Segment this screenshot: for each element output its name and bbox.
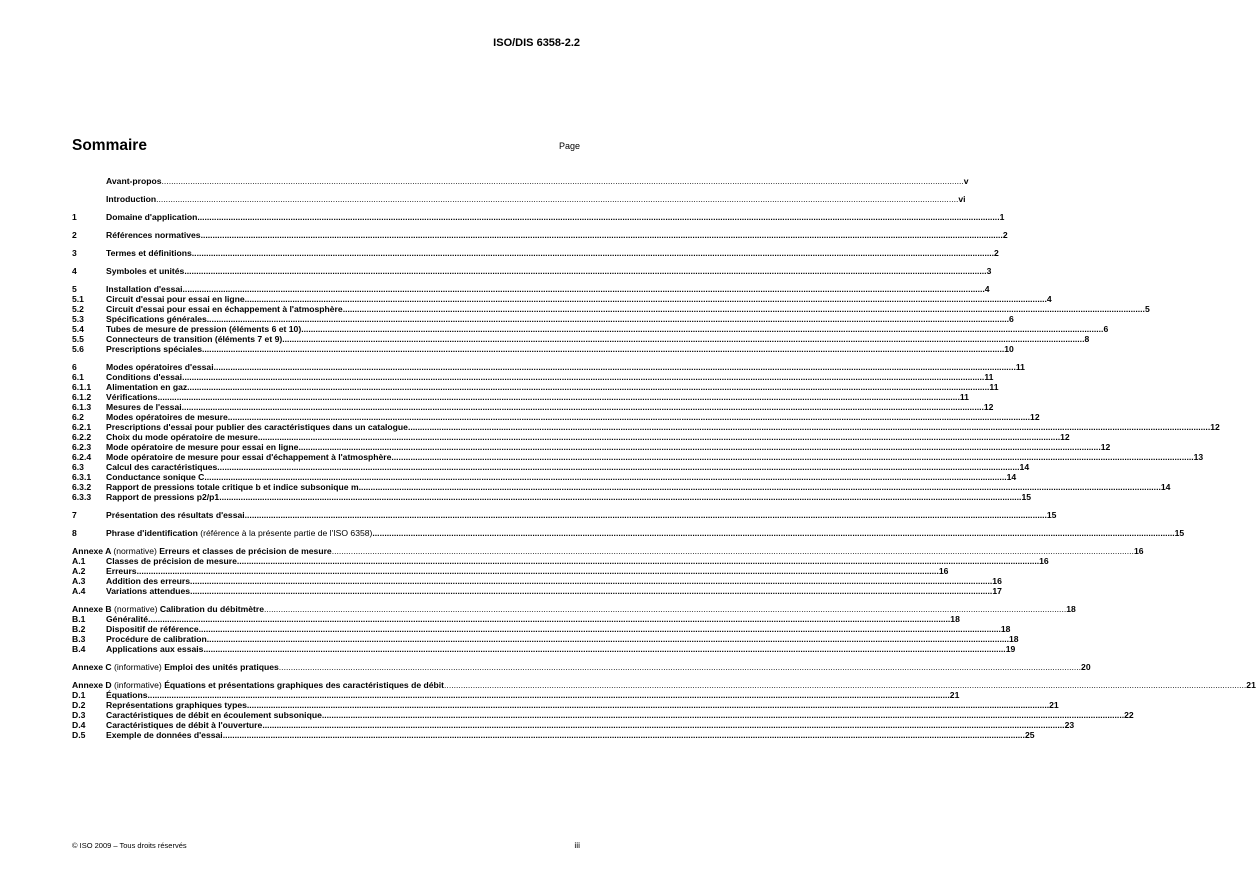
- toc-entry-page: 19: [1005, 644, 1016, 654]
- toc-entry-title-text: Mesures de l'essai: [106, 402, 182, 412]
- toc-entry-number: 6.3.3: [72, 492, 92, 502]
- toc-entry-title-text: Rapport de pressions totale critique b et indice subsonique m: [106, 482, 359, 492]
- toc-entry-title-text: Conditions d'essai: [106, 372, 183, 382]
- toc-entry[interactable]: [72, 690, 960, 700]
- document-id: ISO/DIS 6358-2.2: [493, 37, 580, 49]
- toc-entry-subtitle: Emploi des unités pratiques: [164, 662, 279, 672]
- dot-leader: [156, 194, 958, 204]
- toc-entry[interactable]: [72, 422, 1220, 432]
- dot-leader: [158, 392, 960, 402]
- toc-entry[interactable]: [72, 248, 999, 258]
- toc-entry-title: [106, 372, 182, 382]
- toc-entry-title-text: Prescriptions d'essai pour publier des caractéristiques dans un catalogue: [106, 422, 408, 432]
- toc-entry[interactable]: [72, 362, 1025, 372]
- toc-entry-number: 6.1: [72, 372, 84, 382]
- toc-entry-subtitle: Erreurs et classes de précision de mesure: [159, 546, 332, 556]
- toc-entry-number: B.4: [72, 644, 86, 654]
- toc-entry-number: D.5: [72, 730, 86, 740]
- dot-leader: [444, 680, 1246, 690]
- toc-entry[interactable]: [72, 462, 1030, 472]
- toc-entry-number: 7: [72, 510, 77, 520]
- toc-entry-title: [106, 700, 247, 710]
- toc-entry-page: 17: [992, 586, 1002, 596]
- toc-entry-title-text: Spécifications générales: [106, 314, 207, 324]
- toc-entry-page: vi: [958, 194, 966, 204]
- toc-entry-page: 25: [1024, 730, 1035, 740]
- dot-leader: [322, 710, 1124, 720]
- toc-entry-number: D.2: [72, 700, 86, 710]
- toc-entry-title: [106, 382, 187, 392]
- toc-entry-title: [106, 556, 237, 566]
- toc-entry-title-text: Vérifications: [106, 392, 158, 402]
- toc-entry-title: [106, 402, 182, 412]
- toc-entry-title-text: Prescriptions spéciales: [106, 344, 203, 354]
- dot-leader: [301, 324, 1103, 334]
- toc-entry[interactable]: [72, 556, 1049, 566]
- toc-entry-number: 6.2.2: [72, 432, 92, 442]
- toc-entry-number: 5.6: [72, 344, 84, 354]
- toc-entry-number: 6.2: [72, 412, 84, 422]
- dot-leader: [258, 432, 1060, 442]
- toc-entry-page: 20: [1081, 662, 1091, 672]
- toc-entry-title: [106, 284, 183, 294]
- toc-entry[interactable]: [72, 700, 1059, 710]
- toc-entry-title-text: Caractéristiques de débit en écoulement subsonique: [106, 710, 322, 720]
- toc-entry-number: B.2: [72, 624, 86, 634]
- toc-entry-page: 18: [1000, 624, 1011, 634]
- toc-entry-page: 18: [950, 614, 960, 624]
- toc-entry[interactable]: [72, 194, 966, 204]
- toc-entry-number: 6.1.3: [72, 402, 92, 412]
- dot-leader: [207, 634, 1009, 644]
- dot-leader: [187, 382, 989, 392]
- toc-entry-title-text: Représentations graphiques types: [106, 700, 247, 710]
- toc-entry-page: 14: [1019, 462, 1030, 472]
- dot-leader: [197, 212, 999, 222]
- dot-leader: [183, 284, 985, 294]
- dot-leader: [162, 176, 964, 186]
- toc-entry-number: 8: [72, 528, 77, 538]
- toc-entry-page: 14: [1160, 482, 1171, 492]
- toc-entry-title-text: Symboles et unités: [106, 266, 185, 276]
- toc-entry-number: 5.4: [72, 324, 84, 334]
- toc-entry-page: 1: [999, 212, 1005, 222]
- toc-entry-title: [106, 230, 201, 240]
- toc-entry-title: [106, 614, 148, 624]
- dot-leader: [184, 266, 986, 276]
- toc-entry-number: 2: [72, 230, 77, 240]
- dot-leader: [298, 442, 1100, 452]
- toc-entry[interactable]: [72, 212, 1005, 222]
- dot-leader: [245, 294, 1047, 304]
- toc-entry-title-text: Caractéristiques de débit à l'ouverture: [106, 720, 263, 730]
- dot-leader: [408, 422, 1210, 432]
- toc-entry-title: [106, 482, 359, 492]
- dot-leader: [372, 528, 1174, 538]
- toc-entry-title: [106, 176, 162, 186]
- toc-entry-number: 6.3.2: [72, 482, 92, 492]
- toc-entry[interactable]: [72, 432, 1070, 442]
- toc-entry-page: 16: [992, 576, 1002, 586]
- toc-entry-title: [106, 294, 245, 304]
- toc-entry-title-text: Procédure de calibration: [106, 634, 207, 644]
- toc-entry-number: 5: [72, 284, 77, 294]
- toc-entry-title: [106, 362, 214, 372]
- toc-entry-title: [106, 392, 158, 402]
- dot-leader: [332, 546, 1134, 556]
- toc-entry-number: 1: [72, 212, 77, 222]
- toc-entry[interactable]: [72, 284, 990, 294]
- toc-entry-page: 22: [1124, 710, 1134, 720]
- dot-leader: [203, 644, 1005, 654]
- toc-entry-subtitle: Calibration du débitmètre: [159, 604, 264, 614]
- toc-entry-title-text: Termes et définitions: [106, 248, 192, 258]
- toc-entry[interactable]: [72, 510, 1057, 520]
- toc-entry-title-text: Mode opératoire de mesure pour essai d'échappement à l'atmosphère: [106, 452, 392, 462]
- toc-entry-title-text: Classes de précision de mesure: [106, 556, 237, 566]
- table-of-contents: [72, 176, 1256, 740]
- toc-entry-title: [106, 324, 301, 334]
- toc-entry-note: (informative): [114, 680, 162, 690]
- toc-entry-title-text: Choix du mode opératoire de mesure: [106, 432, 258, 442]
- dot-leader: [182, 402, 984, 412]
- toc-entry-title: [106, 462, 217, 472]
- toc-entry[interactable]: [72, 230, 1008, 240]
- toc-entry-page: 23: [1064, 720, 1075, 730]
- toc-entry-title: [106, 248, 192, 258]
- toc-entry[interactable]: [72, 334, 1090, 344]
- toc-entry-title-text: Références normatives: [106, 230, 201, 240]
- toc-entry-title-text: Calcul des caractéristiques: [106, 462, 218, 472]
- toc-entry-number: D.3: [72, 710, 86, 720]
- dot-leader: [207, 314, 1009, 324]
- toc-entry[interactable]: [72, 482, 1171, 492]
- toc-entry[interactable]: [72, 266, 992, 276]
- toc-entry-page: 4: [1046, 294, 1052, 304]
- toc-entry-title: [106, 528, 372, 538]
- dot-leader: [264, 604, 1066, 614]
- toc-entry-number: A.4: [72, 586, 86, 596]
- toc-entry-page: 21: [1049, 700, 1059, 710]
- dot-leader: [182, 372, 984, 382]
- toc-entry-title-text: Applications aux essais: [106, 644, 204, 654]
- toc-entry-page: 18: [1066, 604, 1076, 614]
- toc-entry-title: [106, 432, 258, 442]
- toc-entry-title: [106, 212, 197, 222]
- toc-entry-title-text: Circuit d'essai pour essai en échappement à l'atmosphère: [106, 304, 343, 314]
- toc-entry-title: [106, 412, 228, 422]
- page-number: iii: [574, 840, 580, 850]
- toc-entry[interactable]: [72, 344, 1014, 354]
- dot-leader: [343, 304, 1145, 314]
- dot-leader: [217, 462, 1019, 472]
- toc-entry[interactable]: [72, 586, 1002, 596]
- toc-entry-page: 16: [938, 566, 949, 576]
- toc-entry-page: 6: [1009, 314, 1014, 324]
- toc-entry-page: 13: [1193, 452, 1204, 462]
- toc-entry-title: [106, 422, 408, 432]
- toc-entry-number: A.1: [72, 556, 86, 566]
- toc-entry-title: [106, 624, 199, 634]
- toc-entry[interactable]: [72, 442, 1111, 452]
- dot-leader: [219, 492, 1021, 502]
- toc-entry-title-text: Alimentation en gaz: [106, 382, 188, 392]
- toc-entry-title: [106, 634, 207, 644]
- toc-entry-title-text: Généralité: [106, 614, 149, 624]
- toc-entry-title-text: Modes opératoires d'essai: [106, 362, 214, 372]
- toc-entry-number: 6.2.3: [72, 442, 92, 452]
- toc-entry[interactable]: [72, 372, 994, 382]
- toc-entry[interactable]: [72, 412, 1040, 422]
- toc-entry-page: 15: [1046, 510, 1057, 520]
- toc-entry[interactable]: [72, 624, 1011, 634]
- dot-leader: [214, 362, 1016, 372]
- toc-entry-page: 15: [1021, 492, 1031, 502]
- toc-entry-number: 6.3.1: [72, 472, 92, 482]
- toc-entry[interactable]: [72, 634, 1019, 644]
- toc-entry[interactable]: [72, 314, 1014, 324]
- toc-entry-title: [106, 472, 204, 482]
- toc-entry[interactable]: [72, 720, 1075, 730]
- dot-leader: [190, 586, 992, 596]
- toc-entry-page: 2: [994, 248, 999, 258]
- toc-entry-title-text: Circuit d'essai pour essai en ligne: [106, 294, 245, 304]
- toc-entry-page: 11: [1015, 362, 1025, 372]
- dot-leader: [148, 614, 950, 624]
- toc-entry-title: [106, 730, 223, 740]
- dot-leader: [190, 576, 992, 586]
- toc-entry-page: 12: [1210, 422, 1220, 432]
- toc-entry-page: 8: [1084, 334, 1090, 344]
- toc-entry-page: 12: [1060, 432, 1070, 442]
- toc-entry-number: D.1: [72, 690, 86, 700]
- toc-entry-page: 11: [959, 392, 969, 402]
- toc-entry-title-text: Phrase d'identification: [106, 528, 198, 538]
- toc-entry-title-text: Addition des erreurs: [106, 576, 191, 586]
- toc-entry[interactable]: [72, 644, 1016, 654]
- toc-entry-title-text: Conductance sonique C: [106, 472, 205, 482]
- toc-entry-title: [72, 680, 444, 690]
- toc-entry-number: 6.1.2: [72, 392, 92, 402]
- dot-leader: [204, 472, 1006, 482]
- toc-entry[interactable]: [72, 402, 994, 412]
- dot-leader: [137, 566, 939, 576]
- toc-entry-title: [106, 644, 203, 654]
- toc-entry-title: [106, 566, 137, 576]
- toc-entry[interactable]: [72, 176, 969, 186]
- toc-entry-page: 16: [1039, 556, 1049, 566]
- dot-leader: [199, 624, 1001, 634]
- toc-entry-number: 4: [72, 266, 77, 276]
- dot-leader: [245, 510, 1047, 520]
- page-column-label: Page: [558, 141, 580, 151]
- toc-entry-number: 3: [72, 248, 77, 258]
- toc-entry-number: B.1: [72, 614, 86, 624]
- toc-entry-number: 6.3: [72, 462, 84, 472]
- toc-entry-number: 5.3: [72, 314, 84, 324]
- toc-entry-title-text: Variations attendues: [106, 586, 191, 596]
- toc-entry-page: 2: [1002, 230, 1008, 240]
- toc-entry[interactable]: [72, 392, 969, 402]
- toc-annex-entry[interactable]: [72, 604, 1076, 614]
- toc-entry-page: 21: [1246, 680, 1256, 690]
- copyright-notice: © ISO 2009 – Tous droits réservés: [72, 841, 187, 850]
- toc-entry-number: 5.1: [72, 294, 84, 304]
- toc-entry-page: 21: [949, 690, 960, 700]
- toc-entry-page: 12: [983, 402, 994, 412]
- toc-entry[interactable]: [72, 382, 999, 392]
- toc-entry-number: A.3: [72, 576, 86, 586]
- dot-leader: [391, 452, 1193, 462]
- toc-entry-title: [106, 334, 282, 344]
- dot-leader: [228, 412, 1030, 422]
- toc-entry-title: [106, 194, 156, 204]
- toc-entry-page: 18: [1009, 634, 1019, 644]
- toc-annex-entry[interactable]: [72, 662, 1091, 672]
- toc-entry-title-text: Mode opératoire de mesure pour essai en ligne: [106, 442, 299, 452]
- toc-entry-subtitle: Équations et présentations graphiques des caractéristiques de débit: [164, 680, 445, 690]
- toc-entry-number: B.3: [72, 634, 86, 644]
- toc-annex-entry[interactable]: [72, 680, 1256, 690]
- toc-entry-title: [106, 690, 148, 700]
- dot-leader: [223, 730, 1025, 740]
- toc-entry-title-text: Domaine d'application: [106, 212, 198, 222]
- toc-entry[interactable]: [72, 730, 1035, 740]
- toc-entry-title: [106, 304, 343, 314]
- toc-entry-page: 10: [1004, 344, 1014, 354]
- toc-entry-title: [106, 720, 262, 730]
- toc-entry-number: 6: [72, 362, 77, 372]
- toc-entry-page: 6: [1103, 324, 1109, 334]
- toc-entry-title-text: Modes opératoires de mesure: [106, 412, 228, 422]
- toc-entry-title: [106, 442, 298, 452]
- toc-entry-title-text: Tubes de mesure de pression (éléments 6 et 10): [106, 324, 302, 334]
- toc-entry-title: [106, 492, 219, 502]
- toc-entry-title: [106, 710, 322, 720]
- toc-entry-page: 3: [986, 266, 992, 276]
- toc-entry-title-text: Introduction: [106, 194, 157, 204]
- toc-entry-title: [106, 576, 190, 586]
- toc-entry-page: 4: [984, 284, 990, 294]
- toc-entry-page: 12: [1030, 412, 1040, 422]
- dot-leader: [247, 700, 1049, 710]
- toc-entry-page: 11: [989, 382, 999, 392]
- toc-entry-note: (informative): [114, 662, 162, 672]
- toc-entry-title-text: Exemple de données d'essai: [106, 730, 223, 740]
- toc-entry[interactable]: [72, 324, 1109, 334]
- toc-entry-note: (référence à la présente partie de l'ISO 6358): [200, 528, 373, 538]
- toc-entry-page: 14: [1006, 472, 1017, 482]
- toc-entry-title: [106, 452, 391, 462]
- toc-entry-title: [106, 344, 202, 354]
- toc-entry-title: [106, 314, 207, 324]
- toc-annex-entry[interactable]: [72, 546, 1144, 556]
- toc-entry-title-text: Annexe D: [72, 680, 112, 690]
- dot-leader: [201, 230, 1003, 240]
- toc-entry-number: 6.1.1: [72, 382, 92, 392]
- toc-entry-number: A.2: [72, 566, 86, 576]
- toc-entry[interactable]: [72, 492, 1031, 502]
- toc-entry-title-text: Équations: [106, 690, 148, 700]
- toc-entry-title-text: Annexe A: [72, 546, 111, 556]
- toc-entry-number: 6.2.1: [72, 422, 92, 432]
- toc-entry-title-text: Erreurs: [106, 566, 137, 576]
- dot-leader: [148, 690, 950, 700]
- toc-entry-number: 5.2: [72, 304, 84, 314]
- toc-entry-title-text: Rapport de pressions p2/p1: [106, 492, 220, 502]
- toc-entry-title-text: Annexe C: [72, 662, 112, 672]
- toc-entry-title: [106, 510, 245, 520]
- toc-entry-title: [106, 266, 184, 276]
- toc-entry-page: 16: [1133, 546, 1144, 556]
- toc-entry-number: D.4: [72, 720, 86, 730]
- toc-entry-note: (normative): [113, 546, 157, 556]
- toc-entry-note: (normative): [114, 604, 158, 614]
- dot-leader: [192, 248, 994, 258]
- toc-entry[interactable]: [72, 566, 949, 576]
- toc-entry-page: 12: [1100, 442, 1111, 452]
- toc-entry-title: [72, 604, 264, 614]
- toc-entry-page: 11: [984, 372, 994, 382]
- toc-entry[interactable]: [72, 710, 1134, 720]
- dot-leader: [202, 344, 1004, 354]
- toc-entry-title: [72, 546, 332, 556]
- toc-entry-title: [72, 662, 279, 672]
- toc-entry-page: 5: [1144, 304, 1150, 314]
- toc-title: Sommaire: [72, 137, 147, 154]
- toc-entry-title-text: Dispositif de référence: [106, 624, 199, 634]
- toc-entry[interactable]: [72, 576, 1002, 586]
- toc-entry[interactable]: [72, 304, 1150, 314]
- dot-leader: [237, 556, 1039, 566]
- dot-leader: [262, 720, 1064, 730]
- dot-leader: [279, 662, 1081, 672]
- toc-entry-title-text: Présentation des résultats d'essai: [106, 510, 245, 520]
- toc-entry-page: 15: [1174, 528, 1185, 538]
- toc-entry[interactable]: [72, 294, 1052, 304]
- toc-entry-title-text: Annexe B: [72, 604, 112, 614]
- toc-entry-number: 6.2.4: [72, 452, 92, 462]
- toc-entry-number: 5.5: [72, 334, 84, 344]
- toc-entry[interactable]: [72, 528, 1185, 538]
- toc-entry-title: [106, 586, 190, 596]
- toc-entry-title-text: Avant-propos: [106, 176, 162, 186]
- toc-entry[interactable]: [72, 614, 960, 624]
- toc-entry[interactable]: [72, 452, 1204, 462]
- toc-entry[interactable]: [72, 472, 1017, 482]
- dot-leader: [359, 482, 1161, 492]
- toc-entry-title-text: Installation d'essai: [106, 284, 183, 294]
- toc-entry-title-text: Connecteurs de transition (éléments 7 et 9): [106, 334, 283, 344]
- toc-entry-page: v: [963, 176, 969, 186]
- dot-leader: [282, 334, 1084, 344]
